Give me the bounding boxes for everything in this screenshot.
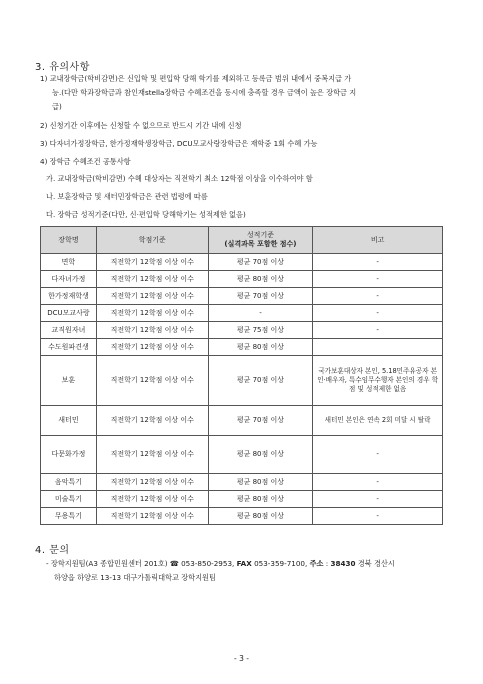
cell-credit: 직전학기 12학점 이상 이수 xyxy=(96,339,208,356)
table-row xyxy=(41,436,443,474)
notice-item-3: 3) 다자녀가정장학금, 한가정재학생장학금, DCU모교사랑장학금은 재학중 1회 수혜 가능 xyxy=(40,139,318,148)
header-note: 비고 xyxy=(313,227,443,254)
cell-name: 다문화가정 xyxy=(41,436,97,474)
cell-grade: 평균 70점 이상 xyxy=(208,288,313,305)
table-row xyxy=(41,288,443,305)
section-3-title: 3. 유의사항 xyxy=(35,62,90,73)
notice-item-1-line-3: 급) xyxy=(52,102,62,111)
table-row xyxy=(41,356,443,406)
cell-grade: 평균 80점 이상 xyxy=(208,474,313,491)
scholarship-criteria-table xyxy=(40,226,443,525)
cell-note: - xyxy=(313,305,443,322)
cell-credit: 직전학기 12학점 이상 이수 xyxy=(96,356,208,406)
cell-credit: 직전학기 12학점 이상 이수 xyxy=(96,305,208,322)
cell-grade: 평균 75점 이상 xyxy=(208,322,313,339)
cell-grade: 평균 70점 이상 xyxy=(208,406,313,436)
cell-grade: 평균 80점 이상 xyxy=(208,271,313,288)
table-row xyxy=(41,322,443,339)
notice-sub-ga: 가. 교내장학금(학비감면) 수혜 대상자는 직전학기 최소 12학점 이상을 이수하여야 함 xyxy=(46,174,313,183)
notice-item-4: 4) 장학금 수혜조건 공통사항 xyxy=(40,157,131,166)
table-header-row xyxy=(41,227,443,254)
notice-item-1-line-2: 능.(다만 학과장학금과 참인재stella장학금 수혜조건을 동시에 충족할 경우 금액이 높은 장학금 지 xyxy=(52,88,357,97)
cell-note: - xyxy=(313,271,443,288)
cell-note: 새터민 본인은 연속 2회 미달 시 탈락 xyxy=(313,406,443,436)
cell-credit: 직전학기 12학점 이상 이수 xyxy=(96,491,208,508)
header-grade-line-1: 성적기준 xyxy=(246,231,274,239)
cell-credit: 직전학기 12학점 이상 이수 xyxy=(96,254,208,271)
cell-note: - xyxy=(313,508,443,525)
cell-credit: 직전학기 12학점 이상 이수 xyxy=(96,322,208,339)
cell-note: - xyxy=(313,474,443,491)
contact-address: 경북 경산시 xyxy=(355,559,395,568)
cell-name: 한가정재학생 xyxy=(41,288,97,305)
cell-note: - xyxy=(313,254,443,271)
cell-grade: 평균 80점 이상 xyxy=(208,339,313,356)
table-row xyxy=(41,254,443,271)
cell-credit: 직전학기 12학점 이상 이수 xyxy=(96,288,208,305)
cell-grade: 평균 80점 이상 xyxy=(208,508,313,525)
contact-zip: 38430 xyxy=(330,559,356,568)
cell-name: 음악특기 xyxy=(41,474,97,491)
table-row xyxy=(41,474,443,491)
cell-credit: 직전학기 12학점 이상 이수 xyxy=(96,474,208,491)
header-grade xyxy=(208,227,313,254)
cell-credit: 직전학기 12학점 이상 이수 xyxy=(96,508,208,525)
cell-credit: 직전학기 12학점 이상 이수 xyxy=(96,436,208,474)
cell-grade: 평균 80점 이상 xyxy=(208,436,313,474)
table-row xyxy=(41,508,443,525)
table-row xyxy=(41,271,443,288)
cell-name: 수도원파견생 xyxy=(41,339,97,356)
header-credit: 학점기준 xyxy=(96,227,208,254)
cell-name: 다자녀가정 xyxy=(41,271,97,288)
header-name: 장학명 xyxy=(41,227,97,254)
cell-note xyxy=(313,339,443,356)
cell-name: 새터민 xyxy=(41,406,97,436)
cell-note: - xyxy=(313,491,443,508)
notice-item-2: 2) 신청기간 이후에는 신청할 수 없으므로 반드시 기간 내에 신청 xyxy=(40,121,242,130)
header-grade-line-2: (실격과목 포함한 점수) xyxy=(224,240,297,248)
notice-item-1-line-1: 1) 교내장학금(학비감면)은 신입학 및 편입학 당해 학기를 제외하고 등록금 범위 내에서 중복지급 가 xyxy=(40,74,352,83)
cell-grade: 평균 80점 이상 xyxy=(208,491,313,508)
cell-note: - xyxy=(313,288,443,305)
contact-line-1 xyxy=(46,558,395,569)
table-row xyxy=(41,406,443,436)
cell-name: 교직원자녀 xyxy=(41,322,97,339)
cell-name: 미술특기 xyxy=(41,491,97,508)
contact-address-label: 주소 xyxy=(309,559,324,568)
table-row xyxy=(41,339,443,356)
cell-grade: 평균 70점 이상 xyxy=(208,254,313,271)
cell-name: 면학 xyxy=(41,254,97,271)
cell-note: - xyxy=(313,436,443,474)
page-number: - 3 - xyxy=(234,654,249,663)
cell-name: DCU모교사랑 xyxy=(41,305,97,322)
cell-grade: - xyxy=(208,305,313,322)
section-4-title: 4. 문의 xyxy=(35,545,70,556)
cell-name: 무용특기 xyxy=(41,508,97,525)
table-row xyxy=(41,491,443,508)
table-row xyxy=(41,305,443,322)
cell-note: 국가보훈대상자 본인, 5.18민주유공자 본인·배우자, 특수임무수행자 본인의 경우 학점 및 성적제한 없음 xyxy=(313,356,443,406)
cell-note: - xyxy=(313,322,443,339)
cell-grade: 평균 70점 이상 xyxy=(208,356,313,406)
contact-address-separator: : xyxy=(323,559,331,568)
cell-credit: 직전학기 12학점 이상 이수 xyxy=(96,271,208,288)
contact-office: - 장학지원팀(A3 종합민원센터 201호) ☎ 053-850-2953, xyxy=(46,559,237,568)
notice-sub-na: 나. 보훈장학금 및 새터민장학금은 관련 법령에 따름 xyxy=(46,192,208,201)
contact-fax-label: FAX xyxy=(236,559,252,568)
contact-fax: 053-359-7100, xyxy=(251,559,310,568)
contact-line-2: 하양읍 하양로 13-13 대구가톨릭대학교 장학지원팀 xyxy=(54,573,216,582)
cell-credit: 직전학기 12학점 이상 이수 xyxy=(96,406,208,436)
cell-name: 보훈 xyxy=(41,356,97,406)
notice-sub-da: 다. 장학금 성적기준(다만, 신·편입학 당해학기는 성적제한 없음) xyxy=(46,210,246,219)
